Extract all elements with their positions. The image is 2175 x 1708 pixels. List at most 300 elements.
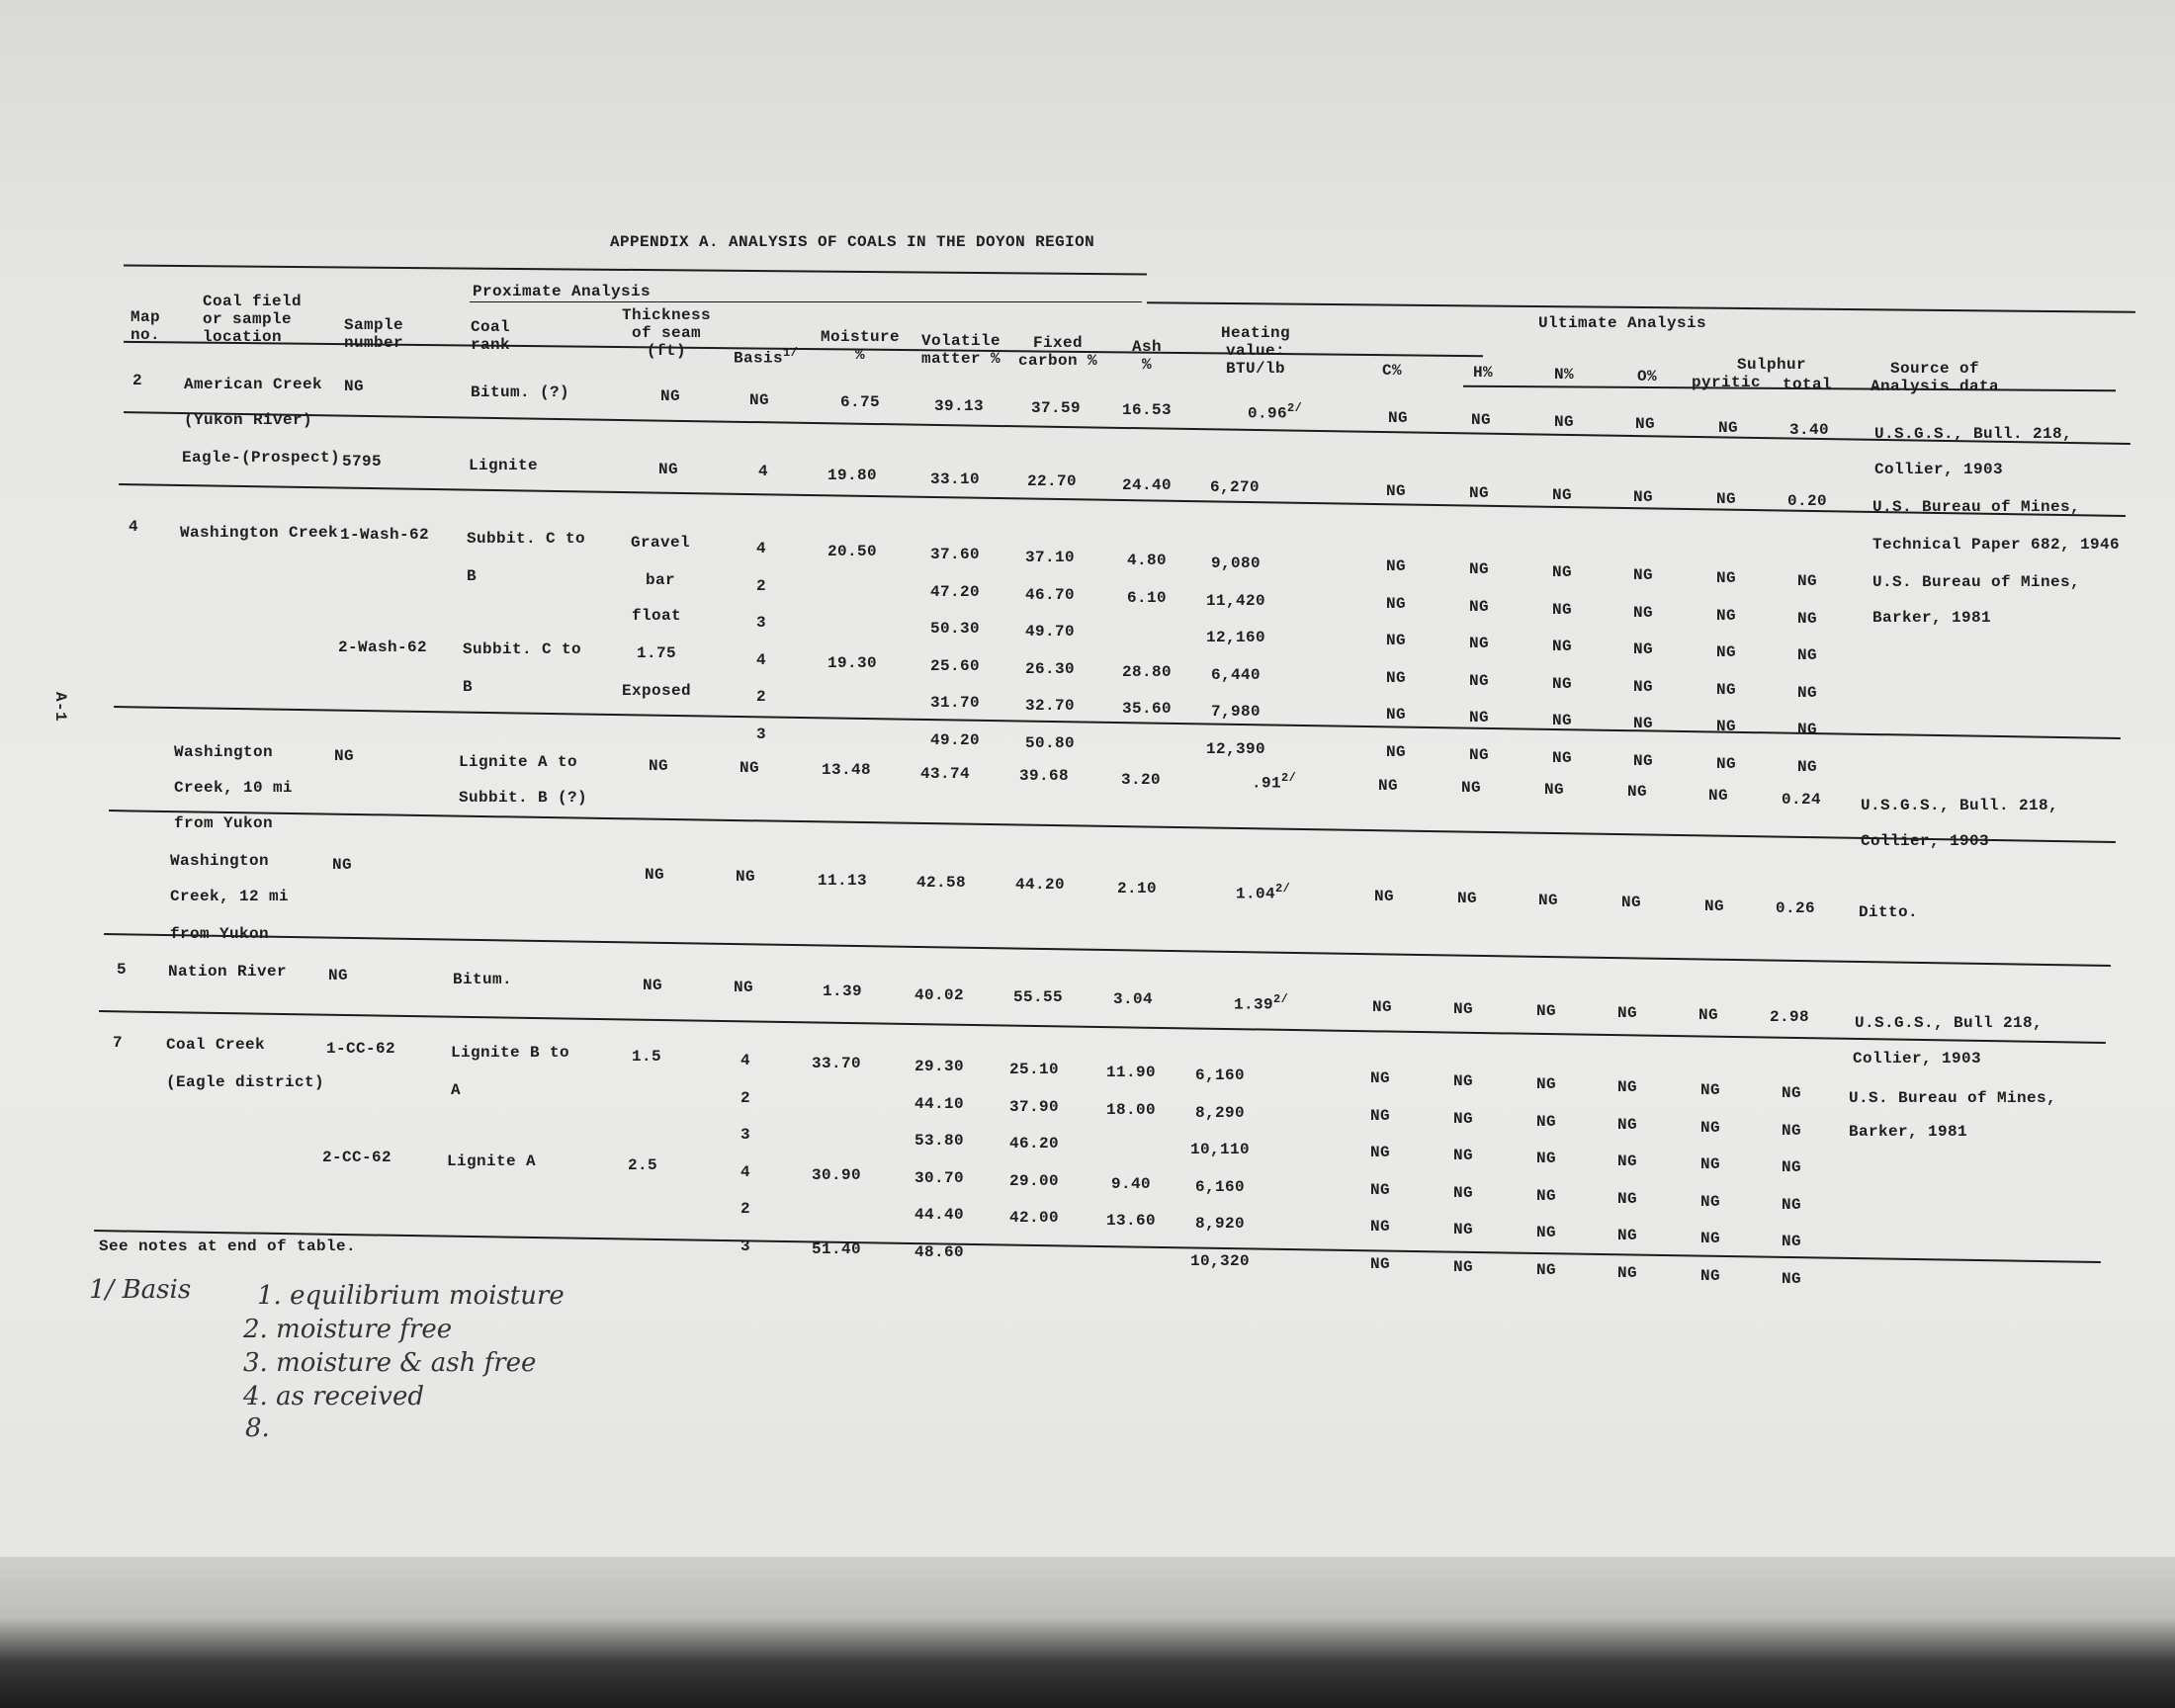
r1-loc-2: (Yukon River) (184, 411, 313, 429)
r5-h: NG (1456, 890, 1478, 907)
r7-sub-4-ash: 13.60 (1105, 1212, 1157, 1230)
r3-sub-4-c: NG (1385, 706, 1407, 724)
r6-fixed: 55.55 (1012, 988, 1064, 1006)
r7-sub-1-tot: NG (1781, 1121, 1802, 1140)
r3-sub-4-heat: 7,980 (1210, 703, 1262, 721)
r7-sub-2-heat: 10,110 (1189, 1141, 1251, 1158)
r2-o: NG (1632, 488, 1654, 506)
r7-sub-0-tot: NG (1781, 1084, 1802, 1102)
r3-sub-3-ash: 28.80 (1121, 662, 1173, 681)
r7-sub-0-moist: 33.70 (811, 1055, 862, 1072)
r3-sub-5-vol: 49.20 (929, 730, 981, 749)
r4-ash: 3.20 (1120, 771, 1162, 789)
hdr-rank-1: Coal (471, 318, 511, 336)
hdr-field-1: Coal field (203, 293, 303, 310)
r1-map: 2 (132, 372, 143, 389)
r7-sub-5-tot: NG (1781, 1269, 1802, 1288)
hdr-map-1: Map (130, 308, 161, 326)
r4-basis: NG (739, 759, 760, 777)
r3-sub-3-basis: 4 (755, 650, 767, 669)
r3-thick-2b: Exposed (621, 682, 692, 700)
r3-sub-3-vol: 25.60 (929, 656, 981, 675)
handwritten-basis-label: 1/ Basis (89, 1275, 192, 1305)
r5-vol: 42.58 (915, 874, 967, 892)
r7-sub-1-pyr: NG (1699, 1118, 1721, 1137)
r3-sub-5-tot: NG (1796, 757, 1818, 776)
r7-loc-1: Coal Creek (166, 1036, 266, 1054)
hdr-o: O% (1636, 368, 1658, 385)
r6-src-1: U.S.G.S., Bull 218, (1855, 1014, 2044, 1032)
hdr-heating-1: Heating (1220, 324, 1291, 342)
r1-heat: $0.96^{2/}$ (1248, 401, 1303, 423)
r3-sub-2-basis: 3 (755, 614, 767, 632)
r7-sample-1: 1-CC-62 (326, 1040, 396, 1058)
r7-sub-5-n: NG (1535, 1260, 1557, 1279)
r3-sub-2-n: NG (1551, 638, 1573, 655)
r7-sample-2: 2-CC-62 (322, 1149, 392, 1166)
r1-n: NG (1553, 413, 1575, 431)
r3-sub-5-c: NG (1385, 742, 1407, 761)
hdr-sulphur: Sulphur (1736, 356, 1807, 374)
r7-sub-0-h: NG (1452, 1072, 1474, 1090)
r3-sub-3-moist: 19.30 (826, 653, 878, 672)
hdr-thick-3: (ft) (646, 342, 687, 360)
r3-rank-1a: Subbit. C to (467, 530, 586, 548)
r4-rank-1: Lignite A to (459, 753, 578, 771)
r3-sub-4-basis: 2 (755, 688, 767, 706)
r7-sub-2-pyr: NG (1699, 1155, 1721, 1173)
r5-sample: NG (332, 856, 353, 874)
r4-src-1: U.S.G.S., Bull. 218, (1861, 797, 2059, 814)
r7-sub-0-c: NG (1369, 1069, 1391, 1087)
r7-sub-5-pyr: NG (1699, 1266, 1721, 1285)
r7-sub-5-h: NG (1452, 1257, 1474, 1276)
r3-sub-5-basis: 3 (755, 725, 767, 743)
r6-o: NG (1616, 1004, 1638, 1022)
r6-heat: $1.39^{2/}$ (1234, 992, 1289, 1014)
r7-sub-5-moist: 51.40 (811, 1239, 862, 1258)
r7-sub-2-n: NG (1535, 1150, 1557, 1167)
hdr-h: H% (1472, 364, 1494, 382)
r3-sub-2-o: NG (1632, 640, 1654, 658)
r3-sub-2-fixed: 49.70 (1024, 623, 1076, 640)
r3-sub-4-ash: 35.60 (1121, 700, 1173, 718)
r7-sub-0-fixed: 25.10 (1008, 1061, 1060, 1078)
handwritten-item-1: 1. equilibrium moisture (257, 1281, 565, 1311)
r7-sub-4-tot: NG (1781, 1233, 1802, 1250)
r4-rank-2: Subbit. B (?) (459, 789, 588, 807)
r3-sub-2-c: NG (1385, 632, 1407, 649)
r3-sub-3-pyr: NG (1715, 680, 1737, 699)
hdr-pyritic: pyritic (1691, 374, 1762, 391)
r7-sub-3-heat: 6,160 (1194, 1177, 1246, 1196)
r3-sub-1-fixed: 46.70 (1024, 585, 1076, 604)
r3-sample-2: 2-Wash-62 (338, 639, 428, 656)
r3-sub-0-n: NG (1551, 563, 1573, 581)
r7-sub-4-fixed: 42.00 (1008, 1209, 1060, 1227)
r3-sub-3-o: NG (1632, 677, 1654, 696)
r6-thick: NG (642, 977, 663, 994)
r5-thick: NG (644, 866, 665, 884)
r2-rank: Lignite (469, 457, 539, 474)
r3-sub-0-pyr: NG (1715, 569, 1737, 587)
r7-sub-0-pyr: NG (1699, 1081, 1721, 1099)
r1-thick: NG (659, 387, 681, 405)
r7-sub-0-o: NG (1616, 1078, 1638, 1096)
r7-sub-4-n: NG (1535, 1224, 1557, 1241)
r7-sub-3-h: NG (1452, 1183, 1474, 1202)
r7-sub-5-c: NG (1369, 1254, 1391, 1273)
r4-thick: NG (648, 757, 669, 775)
r3-sub-4-h: NG (1468, 709, 1490, 726)
r2-basis: 4 (757, 463, 769, 480)
r1-rank: Bitum. (?) (471, 384, 570, 401)
r7-sub-0-heat: 6,160 (1194, 1067, 1246, 1084)
hdr-fixed-1: Fixed (1032, 334, 1084, 352)
r7-sub-4-basis: 2 (740, 1200, 751, 1218)
r7-sub-1-vol: 44.10 (914, 1094, 965, 1113)
hdr-ash-1: Ash (1131, 338, 1163, 356)
r1-loc-1: American Creek (184, 376, 323, 393)
r7-sub-1-ash: 18.00 (1105, 1100, 1157, 1119)
hdr-total: total (1782, 376, 1833, 393)
r5-loc-3: from Yukon (170, 925, 270, 943)
r5-n: NG (1537, 892, 1559, 909)
r3-sub-0-heat: 9,080 (1210, 555, 1262, 572)
r1-moist: 6.75 (839, 393, 881, 411)
row-rule-3 (114, 706, 2121, 739)
r7-sub-2-basis: 3 (740, 1126, 751, 1144)
hdr-source-1: Source of (1889, 360, 1980, 378)
r6-ash: 3.04 (1112, 990, 1154, 1008)
r4-vol: 43.74 (919, 765, 971, 783)
r4-loc-2: Creek, 10 mi (174, 779, 294, 797)
r7-sub-5-heat: 10,320 (1189, 1251, 1251, 1270)
handwritten-item-4: 4. as received (243, 1382, 424, 1411)
r1-fixed: 37.59 (1030, 399, 1082, 417)
r3-sub-0-basis: 4 (755, 540, 767, 557)
page-label: A-1 (51, 692, 69, 723)
r7-sub-4-h: NG (1452, 1221, 1474, 1238)
hdr-ultimate: Ultimate Analysis (1538, 314, 1707, 332)
r4-tot: 0.24 (1781, 791, 1822, 809)
r7-sub-1-fixed: 37.90 (1008, 1097, 1060, 1116)
top-rule (124, 264, 1147, 275)
r3-sub-0-c: NG (1385, 557, 1407, 575)
r7-sub-4-c: NG (1369, 1218, 1391, 1236)
r7-sub-3-o: NG (1616, 1189, 1638, 1208)
r7-sub-2-tot: NG (1781, 1158, 1802, 1176)
r7-sub-4-o: NG (1616, 1227, 1638, 1244)
r4-pyr: NG (1707, 787, 1729, 805)
r1-c: NG (1387, 409, 1409, 427)
r7-sub-2-vol: 53.80 (914, 1132, 965, 1150)
r3-sub-0-h: NG (1468, 560, 1490, 578)
r3-sub-1-n: NG (1551, 600, 1573, 619)
r7-sub-1-n: NG (1535, 1112, 1557, 1131)
r3-sample-1: 1-Wash-62 (340, 526, 430, 544)
r1-tot: 3.40 (1788, 421, 1830, 439)
r3-sub-4-vol: 31.70 (929, 694, 981, 712)
r6-tot: 2.98 (1769, 1008, 1810, 1026)
r3-sub-2-h: NG (1468, 635, 1490, 652)
r6-rank: Bitum. (453, 971, 513, 988)
r3-sub-1-vol: 47.20 (929, 582, 981, 601)
r6-map: 5 (117, 961, 128, 979)
r7-sub-3-pyr: NG (1699, 1192, 1721, 1211)
r3-sub-3-heat: 6,440 (1210, 665, 1262, 684)
hdr-rank-2: rank (471, 336, 511, 354)
r3-sub-3-h: NG (1468, 671, 1490, 690)
r4-sample: NG (334, 747, 355, 765)
r3-sub-5-n: NG (1551, 748, 1573, 767)
r7-thick-2: 2.5 (627, 1156, 658, 1174)
handwritten-item-5: 8. (245, 1413, 270, 1443)
r1-ash: 16.53 (1121, 401, 1173, 419)
r3-sub-3-tot: NG (1796, 683, 1818, 702)
r7-sub-2-h: NG (1452, 1147, 1474, 1164)
r2-ash: 24.40 (1121, 476, 1173, 494)
r7-sub-3-ash: 9.40 (1110, 1174, 1152, 1193)
r7-sub-1-heat: 8,290 (1194, 1103, 1246, 1122)
hdr-volatile-2: matter % (920, 350, 1001, 368)
r3-sub-2-pyr: NG (1715, 643, 1737, 661)
hdr-proximate: Proximate Analysis (473, 283, 652, 300)
r7-sub-1-c: NG (1369, 1106, 1391, 1125)
r6-c: NG (1371, 998, 1393, 1016)
r3-sub-2-tot: NG (1796, 646, 1818, 664)
r6-basis: NG (733, 979, 754, 996)
r5-o: NG (1620, 894, 1642, 911)
r3-sub-4-pyr: NG (1715, 718, 1737, 735)
hdr-c: C% (1381, 362, 1403, 380)
r7-sub-3-c: NG (1369, 1180, 1391, 1199)
r1-src-1: U.S.G.S., Bull. 218, (1874, 425, 2073, 443)
r7-sub-0-n: NG (1535, 1075, 1557, 1093)
r3-sub-0-vol: 37.60 (929, 546, 981, 563)
r4-c: NG (1377, 777, 1399, 795)
proximate-rule (470, 301, 1142, 302)
r3-loc: Washington Creek (180, 524, 339, 542)
r5-fixed: 44.20 (1014, 876, 1066, 894)
r3-rank-2b: B (463, 678, 474, 696)
r7-sub-3-basis: 4 (740, 1162, 751, 1181)
r7-sub-4-pyr: NG (1699, 1230, 1721, 1247)
r3-sub-5-pyr: NG (1715, 754, 1737, 773)
r5-ash: 2.10 (1116, 880, 1158, 897)
r5-c: NG (1373, 888, 1395, 905)
r3-sub-1-heat: 11,420 (1205, 591, 1266, 610)
hdr-volatile-1: Volatile (920, 332, 1001, 350)
r5-src-1: Ditto. (1859, 903, 1919, 921)
r2-n: NG (1551, 486, 1573, 504)
r6-pyr: NG (1697, 1006, 1719, 1024)
r3-thick-1-1: bar (645, 571, 676, 589)
r2-src-1: U.S. Bureau of Mines, (1872, 498, 2081, 516)
row-rule-4 (109, 810, 2116, 843)
r4-heat: $.91^{2/}$ (1252, 771, 1297, 793)
r2-pyr: NG (1715, 490, 1737, 508)
r3-sub-1-o: NG (1632, 603, 1654, 622)
footnote: See notes at end of table. (99, 1238, 357, 1255)
r3-sub-2-vol: 50.30 (929, 620, 981, 638)
r7-loc-2: (Eagle district) (166, 1073, 325, 1091)
r3-sub-4-tot: NG (1796, 721, 1818, 738)
r7-sub-0-vol: 29.30 (914, 1058, 965, 1075)
r2-tot: 0.20 (1786, 492, 1828, 510)
r6-loc: Nation River (168, 963, 288, 981)
hdr-moisture-2: % (854, 346, 866, 364)
hdr-map-2: no. (130, 326, 161, 344)
r2-moist: 19.80 (826, 467, 878, 484)
top-rule-right (1147, 301, 2135, 313)
r3-rank-2a: Subbit. C to (463, 640, 582, 658)
hdr-field-3: location (203, 328, 283, 346)
row-rule-5 (104, 933, 2111, 967)
r3-sub-4-n: NG (1551, 712, 1573, 729)
r1-src-2: Collier, 1903 (1874, 461, 2004, 478)
r3-map: 4 (129, 518, 139, 536)
r7-src-2: Barker, 1981 (1849, 1123, 1968, 1141)
r5-tot: 0.26 (1775, 899, 1816, 917)
r2-sample: 5795 (342, 453, 383, 470)
r3-sub-1-tot: NG (1796, 609, 1818, 628)
r7-sub-2-o: NG (1616, 1153, 1638, 1170)
r3-sub-5-o: NG (1632, 751, 1654, 770)
r7-rank-1a: Lignite B to (451, 1044, 570, 1062)
r3-src-1: U.S. Bureau of Mines, (1872, 573, 2081, 591)
r1-pyr: NG (1717, 419, 1739, 437)
r7-src-1: U.S. Bureau of Mines, (1849, 1089, 2057, 1107)
r4-loc-1: Washington (174, 743, 274, 761)
hdr-thick-2: of seam (631, 324, 702, 342)
r6-h: NG (1452, 1000, 1474, 1018)
r2-c: NG (1385, 482, 1407, 500)
hdr-thick-1: Thickness (621, 306, 712, 324)
r7-thick-1: 1.5 (631, 1048, 662, 1066)
r7-sub-5-o: NG (1616, 1263, 1638, 1282)
hdr-n: N% (1553, 366, 1575, 384)
r3-sub-1-basis: 2 (755, 576, 767, 595)
r7-rank-2: Lignite A (447, 1153, 537, 1170)
r3-sub-1-ash: 6.10 (1126, 588, 1168, 607)
r7-sub-3-fixed: 29.00 (1008, 1171, 1060, 1190)
r3-sub-0-moist: 20.50 (826, 543, 878, 560)
r1-h: NG (1470, 411, 1492, 429)
hdr-heating-3: BTU/lb (1225, 360, 1286, 378)
r6-sample: NG (328, 967, 349, 984)
r5-heat: $1.04^{2/}$ (1236, 882, 1291, 903)
scanner-shadow (0, 1557, 2175, 1708)
r3-sub-4-o: NG (1632, 715, 1654, 732)
handwritten-item-2: 2. moisture free (243, 1315, 453, 1344)
hdr-source-2: Analysis data (1870, 378, 2000, 395)
r3-sub-5-h: NG (1468, 745, 1490, 764)
r2-vol: 33.10 (929, 470, 981, 488)
r3-sub-0-ash: 4.80 (1126, 552, 1168, 569)
r1-vol: 39.13 (933, 397, 985, 415)
r3-thick-1-0: Gravel (630, 534, 691, 552)
r4-loc-3: from Yukon (174, 814, 274, 832)
r7-sub-0-ash: 11.90 (1105, 1064, 1157, 1081)
hdr-sample-2: number (344, 334, 404, 352)
r7-sub-1-h: NG (1452, 1109, 1474, 1128)
r7-sub-3-vol: 30.70 (914, 1168, 965, 1187)
r7-sub-2-c: NG (1369, 1144, 1391, 1161)
r5-loc-2: Creek, 12 mi (170, 888, 290, 905)
hdr-field-2: or sample (203, 310, 293, 328)
r3-sub-0-o: NG (1632, 566, 1654, 584)
r7-sub-2-fixed: 46.20 (1008, 1135, 1060, 1153)
r3-sub-1-h: NG (1468, 597, 1490, 616)
r7-sub-4-heat: 8,920 (1194, 1215, 1246, 1233)
r5-basis: NG (735, 868, 756, 886)
r7-sub-3-n: NG (1535, 1186, 1557, 1205)
r6-src-2: Collier, 1903 (1853, 1050, 1982, 1068)
r4-n: NG (1543, 781, 1565, 799)
r3-sub-5-fixed: 50.80 (1024, 733, 1076, 752)
r3-rank-1b: B (467, 567, 478, 585)
r7-sub-5-basis: 3 (740, 1237, 751, 1255)
r3-sub-1-pyr: NG (1715, 606, 1737, 625)
r3-sub-3-n: NG (1551, 674, 1573, 693)
r6-vol: 40.02 (914, 986, 965, 1004)
r3-sub-5-heat: 12,390 (1205, 739, 1266, 758)
r2-src-2: Technical Paper 682, 1946 (1872, 536, 2121, 554)
r4-src-2: Collier, 1903 (1861, 832, 1990, 850)
hdr-sample-1: Sample (344, 316, 404, 334)
hdr-moisture-1: Moisture (820, 328, 901, 346)
r7-sub-1-o: NG (1616, 1115, 1638, 1134)
r7-sub-4-vol: 44.40 (914, 1206, 965, 1224)
r2-heat: 6,270 (1210, 478, 1261, 496)
r5-loc-1: Washington (170, 852, 270, 870)
r5-pyr: NG (1703, 897, 1725, 915)
r4-moist: 13.48 (821, 761, 872, 779)
r3-sub-1-c: NG (1385, 594, 1407, 613)
r7-sub-1-basis: 2 (740, 1088, 751, 1107)
r4-h: NG (1460, 779, 1482, 797)
r7-map: 7 (113, 1034, 124, 1052)
r6-n: NG (1535, 1002, 1557, 1020)
r4-fixed: 39.68 (1018, 767, 1070, 785)
r3-sub-0-fixed: 37.10 (1024, 549, 1076, 566)
handwritten-item-3: 3. moisture & ash free (243, 1348, 537, 1378)
table-title: APPENDIX A. ANALYSIS OF COALS IN THE DOYON REGION (610, 233, 1095, 251)
r7-sub-3-tot: NG (1781, 1195, 1802, 1214)
hdr-ash-2: % (1141, 356, 1153, 374)
r1-basis: NG (748, 391, 770, 409)
r3-thick-2a: 1.75 (636, 644, 677, 662)
r7-sub-0-basis: 4 (740, 1052, 751, 1069)
r1-sample: NG (344, 378, 365, 395)
r3-sub-3-c: NG (1385, 668, 1407, 687)
r2-thick: NG (657, 461, 679, 478)
r7-sub-3-moist: 30.90 (811, 1165, 862, 1184)
hdr-heating-2: value: (1225, 342, 1286, 360)
hdr-basis: Basis$^{1/}$ (734, 346, 799, 368)
r3-sub-0-tot: NG (1796, 572, 1818, 590)
r3-thick-1-2: float (631, 607, 682, 625)
r3-sub-2-heat: 12,160 (1205, 629, 1266, 646)
r1-o: NG (1634, 415, 1656, 433)
r3-sub-4-fixed: 32.70 (1024, 697, 1076, 715)
r3-src-2: Barker, 1981 (1872, 609, 1992, 627)
hdr-fixed-2: carbon % (1017, 352, 1098, 370)
r5-moist: 11.13 (817, 872, 868, 890)
r2-loc: Eagle-(Prospect) (182, 449, 341, 467)
r2-fixed: 22.70 (1026, 472, 1078, 490)
